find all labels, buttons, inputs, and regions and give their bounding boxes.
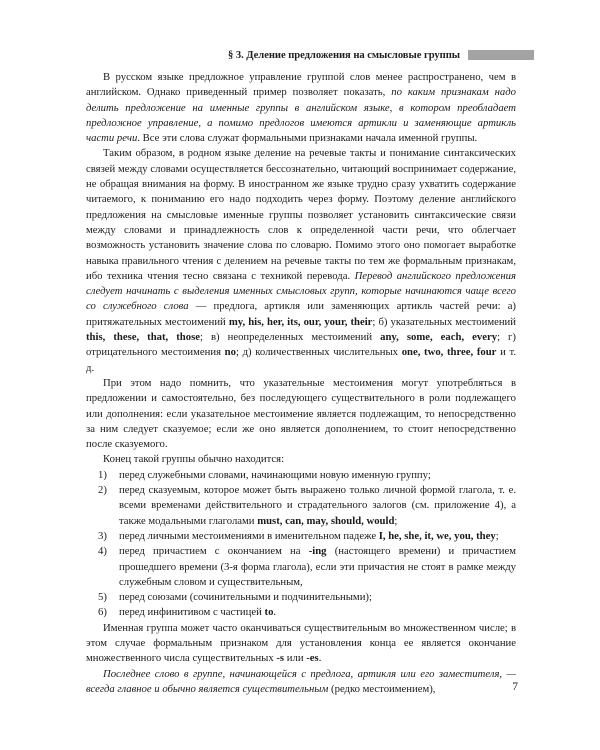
paragraph-2-text-i: ; г) отрицательного местоимения xyxy=(86,331,516,359)
paragraph-2 xyxy=(86,146,516,375)
paragraph-6 xyxy=(86,667,516,698)
paragraph-5-text-e: . xyxy=(318,652,322,665)
possessive-pronouns: my, his, her, its, our, your, their xyxy=(228,315,373,328)
demonstrative-pronouns: this, these, that, those xyxy=(86,331,200,344)
paragraph-2-text-c: — предлога, артикля или заменяющих артикль частей речи: а) притяжательных местоимений xyxy=(86,300,516,328)
list-item-number: 1) xyxy=(98,468,107,481)
list-item xyxy=(86,590,516,605)
list-item-2-text-a: перед сказуемым, которое может быть выражено только личной формой глагола, т. е. всеми временами действительного и страдательного залогов (см. приложение 4), а также модальными глаголами xyxy=(119,484,516,527)
paragraph-2-text-k: ; д) количественных числительных xyxy=(235,346,402,359)
paragraph-2-text-m: и т. д. xyxy=(86,346,516,374)
paragraph-1-text-a: В русском языке предложное управление группой слов менее распространено, чем в английском. Однако приведенный пример позволяет показать, xyxy=(86,71,516,99)
plural-es-ending: -es xyxy=(306,652,319,665)
list-item-4-text-c: (настоящего времени) и причастием прошедшего времени (3-я форма глагола), если эти причастия не стоят в рамке между служебным словом и существительным, xyxy=(119,545,517,588)
to-particle: to xyxy=(264,606,274,619)
personal-pronouns: I, he, she, it, we, you, they xyxy=(378,529,496,542)
list-item-6-text-c: . xyxy=(273,606,277,619)
paragraph-4: Конец такой группы обычно находится: xyxy=(103,453,285,466)
list-item-text xyxy=(119,529,516,544)
list-item-3-text-a: перед личными местоимениями в именительном падеже xyxy=(119,529,379,542)
paragraph-5-text-a: Именная группа может часто оканчиваться существительным во множественном числе; в этом случае формальным признаком для установления конца ее является окончание множественного числа существительных xyxy=(86,621,516,665)
indefinite-pronouns: any, some, each, every xyxy=(380,331,498,344)
paragraph-5 xyxy=(86,621,516,667)
list-item-number: 5) xyxy=(98,591,107,604)
cardinal-numerals: one, two, three, four xyxy=(401,346,497,359)
main-text xyxy=(86,70,516,697)
section-title: § 3. Деление предложения на смысловые группы xyxy=(228,49,460,61)
paragraph-1 xyxy=(86,70,516,146)
header-bar xyxy=(468,50,534,60)
modal-verbs: must, can, may, should, would xyxy=(257,514,395,527)
paragraph-6-text-b: (редко местоимением), xyxy=(328,682,436,695)
list-item-6-text-a: перед инфинитивом с частицей xyxy=(119,606,265,619)
list-item-number: 6) xyxy=(98,606,107,619)
paragraph-2-text-a: Таким образом, в родном языке деление на речевые такты и понимание синтаксических связей между словами осуществляется бессознательно, читающий воспринимает содержание, не обращая внимания на форму. В иностранном же языке трудно сразу ухватить содержание читаемого, к пониманию его надо подходить через форму. Поэтому деление английского предложения на смысловые именные группы позволяет установить синтаксические связи между словами и принадлежность слов к определенной части речи, что облегчает возможность установить значение слова по словарю. Помимо этого оно помогает выработке навыка правильного чтения с делением на речевые такты по тем же формальным признакам, ибо техника чтения тесно связана с техникой перевода. xyxy=(86,147,516,282)
list-item xyxy=(86,605,516,620)
paragraph-1-italic: по каким признакам надо делить предложение на именные группы в английском языке, в котором преобладает предложное управление, а помимо предлогов имеются артикли и заменяющие артикль части речи xyxy=(86,86,516,145)
list-item-1-text: перед служебными словами, начинающими новую именную группу; xyxy=(119,468,431,481)
list-item-3-text-c: ; xyxy=(495,529,499,542)
list-item-5-text: перед союзами (сочинительными и подчинительными); xyxy=(119,591,372,604)
list-item-4-text-a: перед причастием с окончанием на xyxy=(119,545,309,558)
list-item-text xyxy=(119,483,516,529)
running-header xyxy=(96,48,534,62)
list-item xyxy=(86,529,516,544)
list-item xyxy=(86,468,516,483)
list-item-2-text-c: ; xyxy=(394,514,398,527)
list-item xyxy=(86,544,516,590)
ing-ending: -ing xyxy=(308,545,327,558)
paragraph-5-text-c: или xyxy=(284,652,307,665)
list-item-text xyxy=(119,468,516,483)
list-item-number: 3) xyxy=(98,529,107,542)
plural-s-ending: -s xyxy=(276,652,285,665)
list-item-number: 4) xyxy=(98,545,107,558)
paragraph-1-text-c: . Все эти слова служат формальными признаками начала именной группы. xyxy=(137,132,478,145)
paragraph-2-italic-rule: Перевод английского предложения следует начинать с выделения именных смысловых групп, которые начинаются чаще всего со служебного слова xyxy=(86,269,516,313)
list-item xyxy=(86,483,516,529)
paragraph-2-text-g: ; в) неопределенных местоимений xyxy=(200,331,381,344)
page-number: 7 xyxy=(512,681,518,693)
paragraph-2-text-e: ; б) указательных местоимений xyxy=(372,315,516,328)
paragraph-6-italic: Последнее слово в группе, начинающейся с предлога, артикля или его заместителя, — всегда главное и обычно является существительным xyxy=(86,667,516,695)
list-item-number: 2) xyxy=(98,484,107,497)
paragraph-3: При этом надо помнить, что указательные местоимения могут употребляться в предложении и самостоятельно, без последующего существительного в роли подлежащего или дополнения: если указательное местоимение является подлежащим, то непосредственно за ним следует сказуемое; если же оно является дополнением, то стоит непосредственно после сказуемого. xyxy=(86,376,516,451)
list-item-text xyxy=(119,544,516,590)
negative-pronoun: no xyxy=(224,346,236,359)
list-item-text xyxy=(119,605,516,620)
group-end-list xyxy=(86,468,516,621)
list-item-text xyxy=(119,590,516,605)
